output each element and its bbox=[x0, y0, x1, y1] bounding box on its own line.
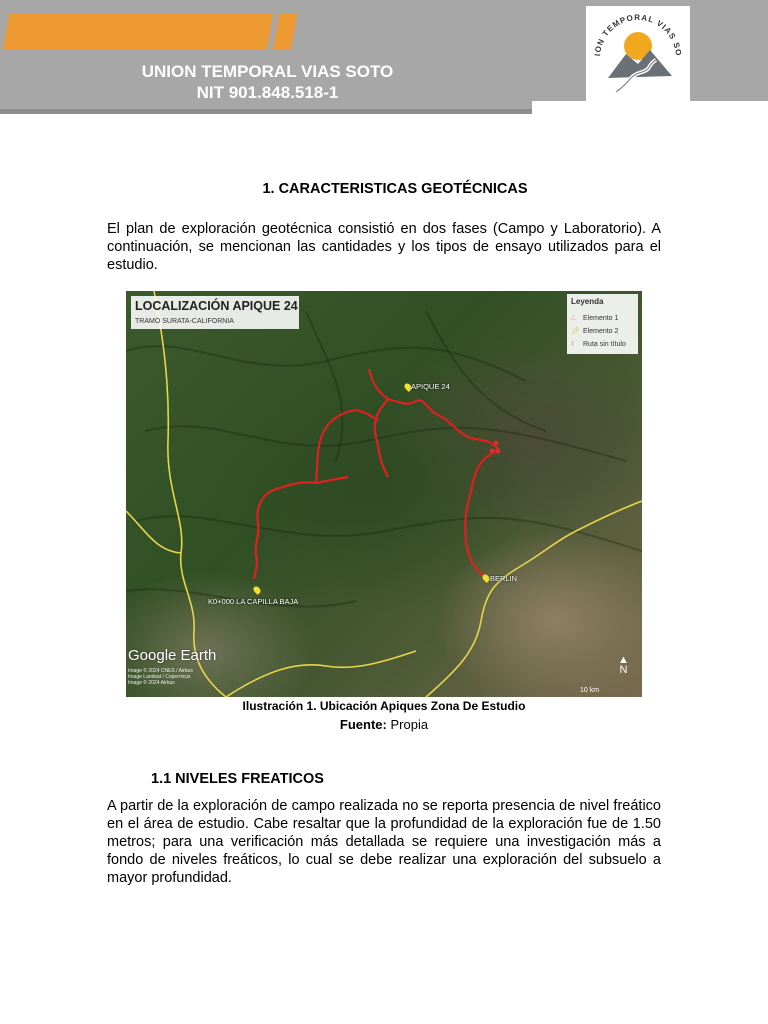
imagery-credit: Image © 2024 CNES / Airbus Image Landsat / Copernicus Image © 2024 Airbus bbox=[128, 668, 193, 686]
source-value: Propia bbox=[386, 717, 429, 732]
label-apique: APIQUE 24 bbox=[411, 382, 450, 391]
map-title-box bbox=[131, 296, 299, 329]
company-name: UNION TEMPORAL VIAS SOTO bbox=[141, 62, 394, 81]
intro-paragraph: El plan de exploración geotécnica consistió en dos fases (Campo y Laboratorio). A continuación, se mencionan las cantidades y los tipos de ensayo utilizados para el estudio. bbox=[107, 221, 661, 273]
logo-text: ION TEMPORAL VIAS SO bbox=[593, 12, 684, 57]
north-label: N bbox=[619, 664, 628, 676]
location-map bbox=[126, 291, 642, 697]
map-subtitle: TRAMO SURATA-CALIFORNIA bbox=[135, 318, 234, 325]
map-title: LOCALIZACIÓN APIQUE 24 bbox=[135, 299, 298, 313]
legend-item bbox=[571, 327, 618, 335]
scale-bar-label: 10 km bbox=[580, 687, 600, 694]
company-nit: NIT 901.848.518-1 bbox=[196, 83, 339, 102]
company-logo bbox=[586, 6, 690, 101]
legend-title: Leyenda bbox=[571, 297, 604, 306]
source-label: Fuente: bbox=[339, 717, 387, 732]
north-arrow-icon: ▲ N bbox=[618, 654, 629, 676]
legend-item bbox=[571, 314, 618, 322]
freatic-paragraph: A partir de la exploración de campo realizada no se reporta presencia de nivel freático en el área de estudio. Cabe resaltar que la profundidad de la exploración fue de 1.50 metros; para una verificación más detallada se requiere una investigación más a fondo de niveles freáticos, lo cual se debe realizar una exploración del subsuelo a mayor profundidad. bbox=[107, 798, 661, 886]
label-berlin: BERLIN bbox=[490, 574, 518, 583]
legend-label: Ruta sin título bbox=[583, 341, 626, 348]
label-capilla: K0+000 LA CAPILLA BAJA bbox=[208, 597, 299, 606]
figure-source bbox=[0, 717, 768, 732]
legend-label: Elemento 2 bbox=[583, 328, 619, 335]
legend-label: Elemento 1 bbox=[583, 315, 619, 322]
map-legend bbox=[567, 294, 638, 354]
figure-caption: Ilustración 1. Ubicación Apiques Zona De Estudio bbox=[242, 699, 526, 713]
subsection-title: 1.1 NIVELES FREATICOS bbox=[151, 771, 324, 787]
header-divider-gap bbox=[532, 101, 768, 109]
red-dots-icon: ∴ bbox=[571, 315, 576, 322]
google-earth-watermark: Google Earth bbox=[128, 647, 217, 664]
logo-mountain-sun-icon bbox=[586, 6, 690, 101]
header-orange-stripe bbox=[3, 14, 273, 50]
company-block bbox=[0, 61, 535, 103]
route-icon: ⌇ bbox=[571, 341, 575, 348]
map-overlay bbox=[126, 291, 642, 697]
section-title: 1. CARACTERISTICAS GEOTÉCNICAS bbox=[262, 181, 528, 197]
terrain-ridges bbox=[126, 311, 642, 607]
legend-item bbox=[571, 340, 626, 348]
header-divider bbox=[0, 109, 532, 114]
yellow-pin-icon: 📌︎ bbox=[571, 328, 580, 335]
